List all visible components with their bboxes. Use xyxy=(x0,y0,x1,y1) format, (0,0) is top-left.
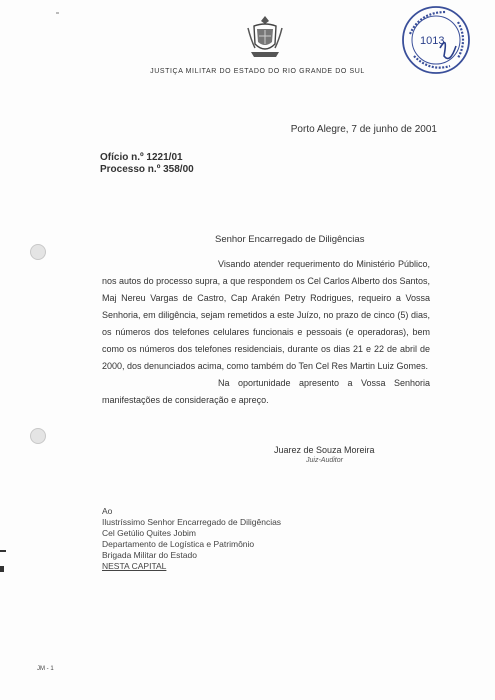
scan-speck xyxy=(56,12,59,14)
punch-hole xyxy=(30,244,46,260)
scan-edge-mark xyxy=(0,550,6,552)
addressee-line: Cel Getúlio Quites Jobim xyxy=(102,528,197,538)
addressee-line: Departamento de Logística e Patrimônio xyxy=(102,539,255,549)
date-line: Porto Alegre, 7 de junho de 2001 xyxy=(290,124,437,135)
processo-number: Processo n.º 358/00 xyxy=(100,164,194,175)
letter-body xyxy=(102,256,430,409)
coat-of-arms-icon xyxy=(245,14,285,60)
form-code: JM - 1 xyxy=(37,666,54,672)
body-paragraph-2: Na oportunidade apresento a Vossa Senhoria manifestações de consideração e apreço. xyxy=(102,378,430,405)
scan-edge-mark xyxy=(0,566,4,572)
punch-hole xyxy=(30,428,46,444)
salutation: Senhor Encarregado de Diligências xyxy=(215,234,365,245)
body-paragraph-1: Visando atender requerimento do Ministério Público, nos autos do processo supra, a que respondem os Cel Carlos Alberto dos Santos, Maj Nereu Vargas de Castro, Cap Arakén Petry Rodrigues, requeiro a Vossa Senhoria, em diligência, sejam remetidos a este Juízo, no prazo de cinco (5) dias, os números dos telefones celulares funcionais e pessoais (e operadoras), bem como os números dos telefones residenciais, durante os dias 21 e 22 de abril de 2000, dos denunciados acima, como também do Ten Cel Res Martin Luiz Gomes. xyxy=(102,259,430,371)
institution-header: JUSTIÇA MILITAR DO ESTADO DO RIO GRANDE DO SUL xyxy=(150,68,365,75)
oficio-number: Ofício n.º 1221/01 xyxy=(100,152,183,163)
addressee-line: Ao xyxy=(102,506,113,516)
addressee-line: Ilustríssimo Senhor Encarregado de Diligências xyxy=(102,517,282,527)
signatory-role: Juiz-Auditor xyxy=(306,457,343,464)
addressee-city: NESTA CAPITAL xyxy=(102,561,167,571)
addressee-block xyxy=(102,506,281,572)
stamp-handwritten-number: 1013 xyxy=(420,35,445,47)
signatory-name: Juarez de Souza Moreira xyxy=(274,445,375,455)
addressee-line: Brigada Militar do Estado xyxy=(102,550,197,560)
reference-block xyxy=(100,152,194,176)
circular-stamp-icon xyxy=(400,4,472,76)
